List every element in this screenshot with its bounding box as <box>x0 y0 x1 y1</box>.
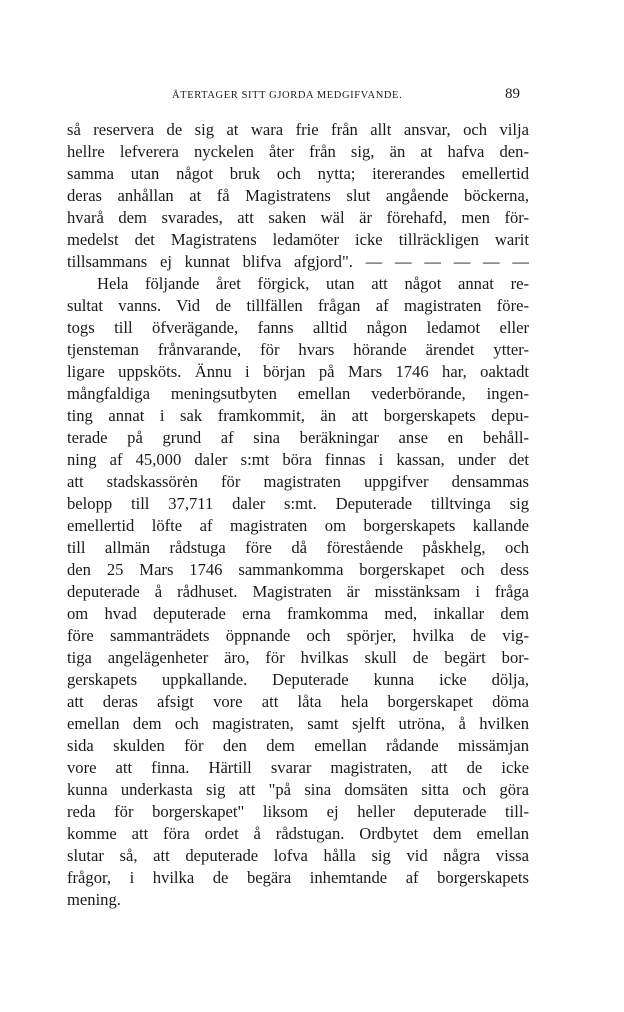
text-line: före sammanträdets öppnande och spörjer, hvilka de vig- <box>67 626 529 645</box>
text-line: att stadskassörėn för magistraten uppgifver densammas <box>67 472 529 491</box>
text-line: vore att finna. Härtill svarar magistraten, att de icke <box>67 758 529 777</box>
text-line: medelst det Magistratens ledamöter icke tillräckligen warit <box>67 230 529 249</box>
text-line: slutar så, att deputerade lofva hålla sig vid några vissa <box>67 846 529 865</box>
text-line: kunna underkasta sig att "på sina domsäten sitta och göra <box>67 780 529 799</box>
text-line: emellertid löfte af magistraten om borgerskapets kallande <box>67 516 529 535</box>
text-line: gerskapets uppkallande. Deputerade kunna icke dölja, <box>67 670 529 689</box>
paragraph-start-line: Hela följande året förgick, utan att något annat re- <box>97 274 529 293</box>
text-line: togs till öfverägande, fanns alltid någon ledamot eller <box>67 318 529 337</box>
text-line: att deras afsigt vore att låta hela borgerskapet döma <box>67 692 529 711</box>
paragraph-end-line: mening. <box>67 890 121 909</box>
text-line: tillsammans ej kunnat blifva afgjord". — — — — — — <box>67 252 529 271</box>
text-line: den 25 Mars 1746 sammankomma borgerskapet och dess <box>67 560 529 579</box>
text-line: mångfaldiga meningsutbyten emellan vederbörande, ingen- <box>67 384 529 403</box>
page-number: 89 <box>505 86 520 102</box>
text-line: ting annat i sak framkommit, än att borgerskapets depu- <box>67 406 529 425</box>
text-line: sida skulden för den dem emellan rådande missämjan <box>67 736 529 755</box>
text-line: ning af 45,000 daler s:mt böra finnas i kassan, under det <box>67 450 529 469</box>
text-line: sultat vanns. Vid de tillfällen frågan af magistraten före- <box>67 296 529 315</box>
text-line: reda för borgerskapet" liksom ej heller deputerade till- <box>67 802 529 821</box>
text-line: samma utan något bruk och nytta; itererandes emellertid <box>67 164 529 183</box>
text-line: terade på grund af sina beräkningar anse en behåll- <box>67 428 529 447</box>
body-text <box>67 119 529 911</box>
text-line: tiga angelägenheter äro, för hvilkas skull de begärt bor- <box>67 648 529 667</box>
text-line: belopp till 37,711 daler s:mt. Deputerade tilltvinga sig <box>67 494 529 513</box>
text-line: till allmän rådstuga före då förestående påskhelg, och <box>67 538 529 557</box>
text-line: deputerade å rådhuset. Magistraten är misstänksam i fråga <box>67 582 529 601</box>
text-line: tjensteman frånvarande, för hvars hörande ärendet ytter- <box>67 340 529 359</box>
text-line: komme att föra ordet å rådstugan. Ordbytet dem emellan <box>67 824 529 843</box>
text-line: hellre lefverera nyckelen åter från sig, än at hafva den- <box>67 142 529 161</box>
text-line: deras anhållan at få Magistratens slut angående böckerna, <box>67 186 529 205</box>
text-line: emellan dem och magistraten, samt sjelft utröna, å hvilken <box>67 714 529 733</box>
text-line: om hvad deputerade erna framkomma med, inkallar dem <box>67 604 529 623</box>
text-line: så reservera de sig at wara frie från allt ansvar, och vilja <box>67 120 529 139</box>
text-line: ligare uppsköts. Ännu i början på Mars 1746 har, oaktadt <box>67 362 529 381</box>
running-head: ÅTERTAGER SITT GJORDA MEDGIFVANDE. <box>172 90 403 101</box>
text-line: frågor, i hvilka de begära inhemtande af borgerskapets <box>67 868 529 887</box>
text-line: hvarå dem svarades, att saken wäl är förehafd, men för- <box>67 208 529 227</box>
